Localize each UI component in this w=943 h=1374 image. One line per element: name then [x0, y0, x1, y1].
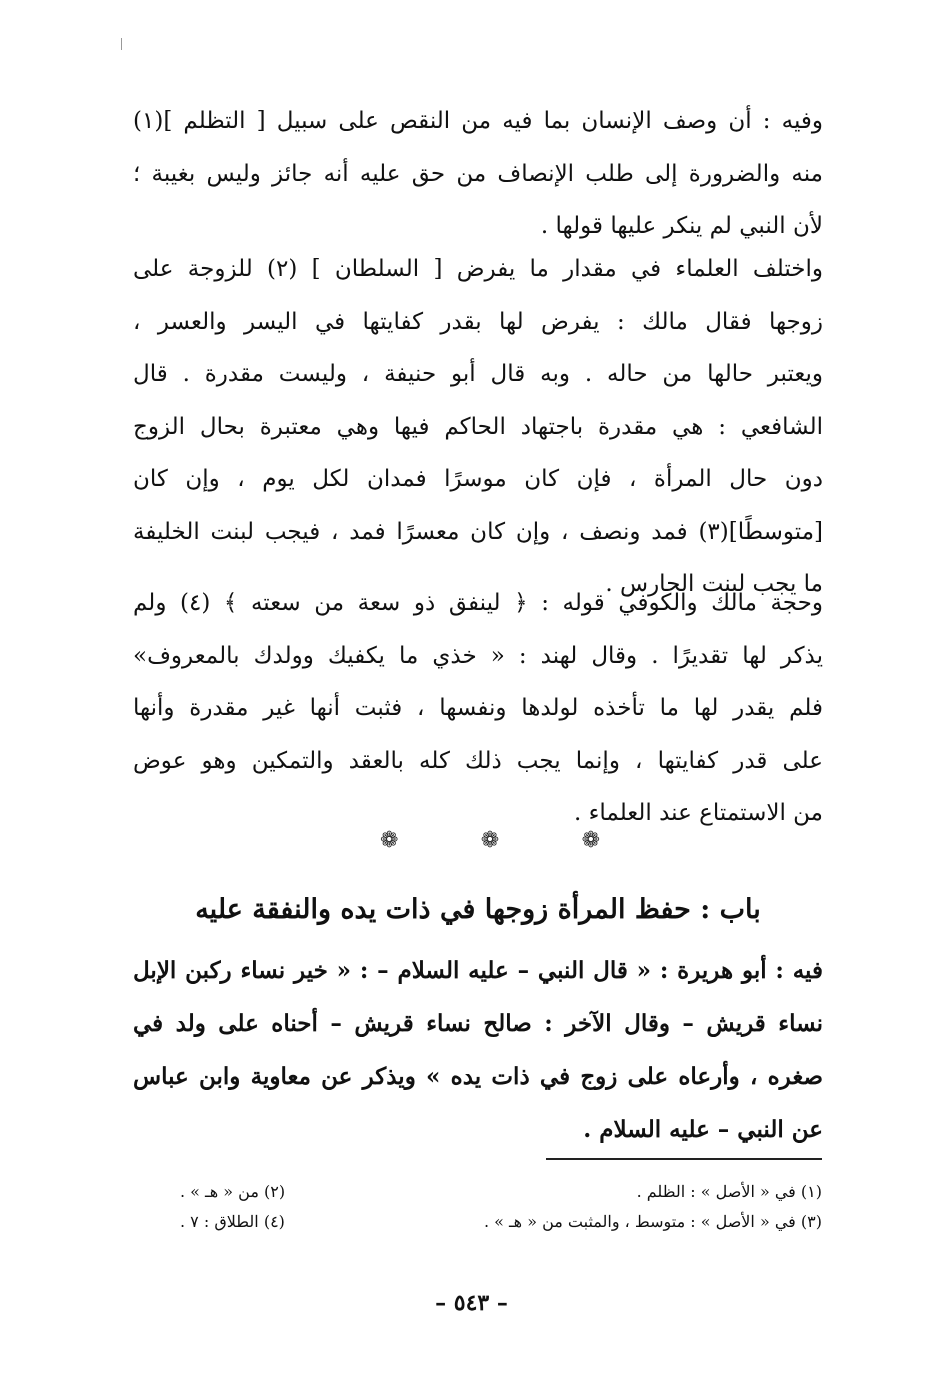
text-line: [متوسطًا](٣) فمد ونصف ، وإن كان معسرًا فمد ، فيجب لبنت الخليفة [133, 518, 823, 545]
text-line: يذكر لها تقديرًا . وقال لهند : « خذي ما يكفيك وولدك بالمعروف» [133, 642, 823, 669]
footnote-4: (٤) الطلاق : ٧ . [180, 1212, 285, 1231]
footnotes [180, 1177, 822, 1237]
footnote-row [180, 1207, 822, 1237]
chapter-heading: باب : حفظ المرأة زوجها في ذات يده والنفقة عليه [195, 894, 761, 925]
text-line: نساء قريش – وقال الآخر : صالح نساء قريش – أحناه على ولد في [133, 1010, 823, 1037]
section-separator [380, 828, 600, 853]
ornament-icon: ❁ [581, 828, 600, 853]
text-line: واختلف العلماء في مقدار ما يفرض [ السلطان ] (٢) للزوجة على [133, 256, 823, 282]
text-line: فيه : أبو هريرة : « قال النبي – عليه السلام – : « خير نساء ركبن الإبل [133, 957, 823, 984]
page-number: – ٥٤٣ – [435, 1290, 508, 1316]
ornament-icon: ❁ [480, 828, 500, 853]
text-line: زوجها فقال مالك : يفرض لها بقدر كفايتها في اليسر والعسر ، [133, 308, 823, 335]
paragraph-2 [133, 243, 823, 611]
footnote-divider [546, 1158, 822, 1160]
hadith-paragraph [133, 944, 823, 1156]
text-line: فلم يقدر لها ما تأخذه لولدها ونفسها ، فثبت أنها غير مقدرة وأنها [133, 695, 823, 721]
text-line: ما يجب لبنت الحارس . [605, 571, 823, 597]
footnote-3: (٣) في « الأصل » : متوسط ، والمثبت من « هـ » . [483, 1212, 822, 1231]
text-line: ويعتبر حالها من حاله . وبه قال أبو حنيفة ، وليست مقدرة . قال [133, 361, 823, 387]
text-line: وفيه : أن وصف الإنسان بما فيه من النقص على سبيل [ التظلم ](١) [133, 108, 823, 134]
text-line: لأن النبي لم ينكر عليها قولها . [540, 213, 823, 239]
scan-edge-mark [121, 38, 122, 50]
text-line: دون حال المرأة ، فإن كان موسرًا فمدان لكل يوم ، وإن كان [133, 466, 823, 492]
text-line: منه والضرورة إلى طلب الإنصاف من حق عليه أنه جائز وليس بغيبة ؛ [133, 160, 823, 187]
footnote-1: (١) في « الأصل » : الظلم . [636, 1182, 822, 1201]
text-line: وحجة مالك والكوفي قوله : ﴿ لينفق ذو سعة من سعته ﴾ (٤) ولم [133, 590, 823, 616]
paragraph-3 [133, 577, 823, 840]
ornament-icon: ❁ [380, 828, 399, 853]
text-line: من الاستمتاع عند العلماء . [573, 800, 823, 826]
text-line: صغره ، وأرعاه على زوج في ذات يده » ويذكر عن معاوية وابن عباس [133, 1063, 823, 1090]
footnote-2: (٢) من « هـ » . [180, 1182, 286, 1201]
footnote-row [180, 1177, 822, 1207]
text-line: على قدر كفايتها ، وإنما يجب ذلك كله بالعقد والتمكين وهو عوض [133, 747, 823, 774]
paragraph-1 [133, 95, 823, 253]
text-line: الشافعي : هي مقدرة باجتهاد الحاكم فيها وهي معتبرة بحال الزوج [133, 413, 823, 440]
text-line: عن النبي – عليه السلام . [583, 1116, 823, 1143]
